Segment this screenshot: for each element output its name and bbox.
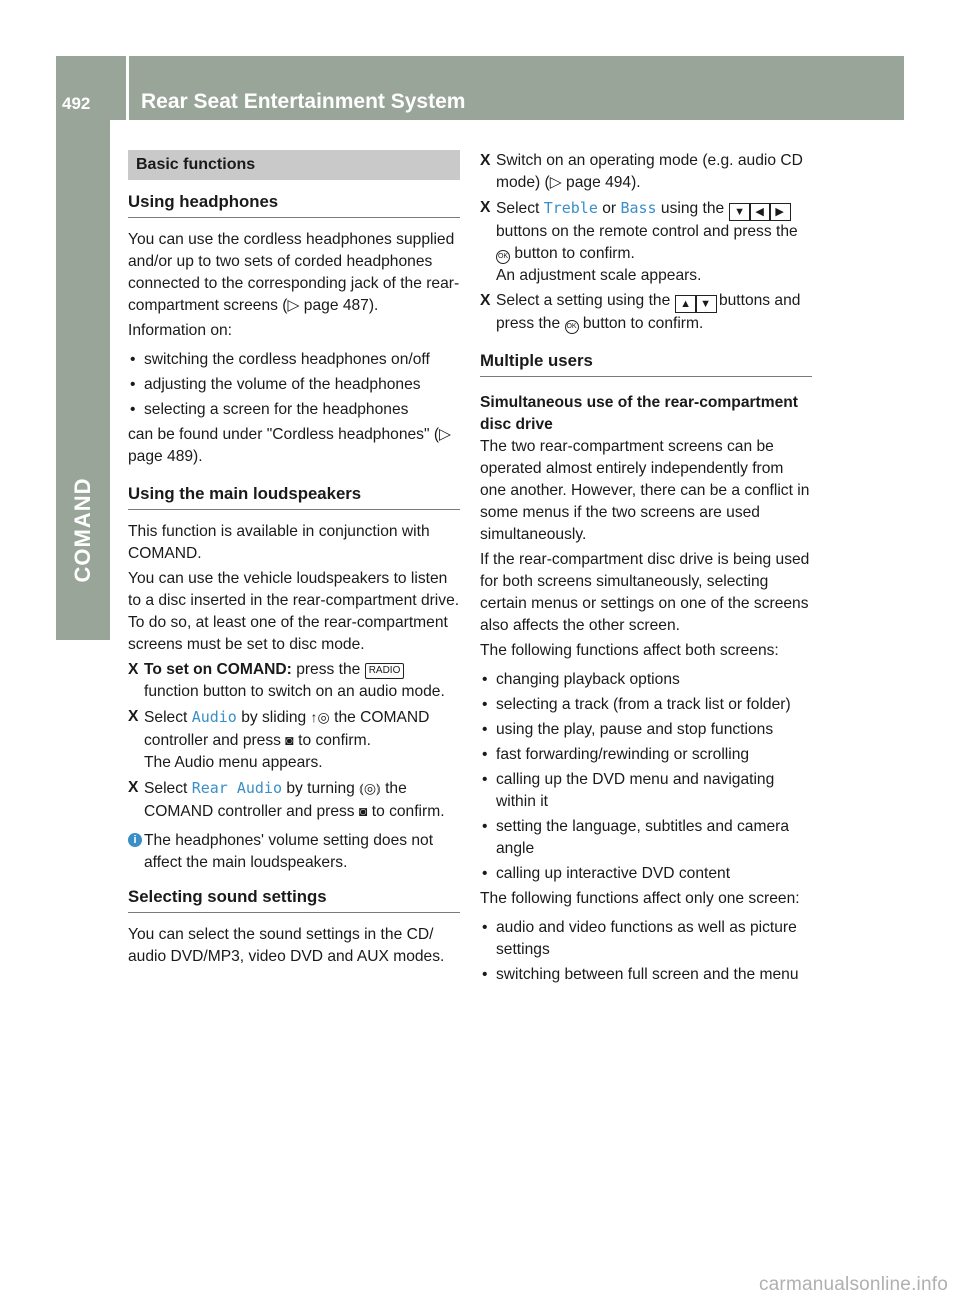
ok-button-icon: OK <box>565 320 579 334</box>
paragraph: You can use the vehicle loudspeakers to listen to a disc inserted in the rear-compartment drive. To do so, at least one of the rear-compartment screens must be set to disc mode. <box>128 570 460 653</box>
list-item: • changing playback options <box>480 669 812 691</box>
list-item: • using the play, pause and stop functions <box>480 719 812 741</box>
page-number: 492 <box>62 94 91 113</box>
list-item: • fast forwarding/rewinding or scrolling <box>480 744 812 766</box>
info-icon: i <box>128 833 142 847</box>
info-note: i The headphones' volume setting does not affect the main loudspeakers. <box>128 830 460 874</box>
turn-controller-icon: ⦅◎⦆ <box>359 780 381 796</box>
heading-using-headphones: Using headphones <box>128 190 460 218</box>
paragraph: You can select the sound settings in the CD/ audio DVD/MP3, video DVD and AUX modes. <box>128 926 445 965</box>
press-controller-icon: ◙ <box>285 732 294 748</box>
paragraph: can be found under "Cordless headphones" (▷ page 489). <box>128 426 452 465</box>
page-title: Rear Seat Entertainment System <box>141 90 466 113</box>
watermark: carmanualsonline.info <box>758 1274 948 1295</box>
list-item: • switching the cordless headphones on/off <box>128 349 460 371</box>
list-item: • calling up the DVD menu and navigating within it <box>480 769 812 813</box>
paragraph: If the rear-compartment disc drive is being used for both screens simultaneously, selecting certain menus or settings on one of the screens also affects the other screen. <box>480 551 810 634</box>
step-arrow-icon: X <box>128 779 139 796</box>
section-band: Basic functions <box>128 150 460 180</box>
subheading-simultaneous-use: Simultaneous use of the rear-compartment disc drive <box>480 394 799 433</box>
list-item: • switching between full screen and the menu <box>480 964 812 986</box>
down-key-icon: ▼ <box>729 203 751 221</box>
left-column <box>128 150 460 971</box>
slide-controller-icon: ↑◎ <box>310 709 330 725</box>
instruction-step: X Select a setting using the ▲ ▼ buttons and press the OK button to confirm. <box>480 292 801 332</box>
step-arrow-icon: X <box>480 199 491 216</box>
step-arrow-icon: X <box>128 708 139 725</box>
paragraph: You can use the cordless headphones supplied and/or up to two sets of corded headphones connected to the corresponding jack of the rear-compartment screens (▷ page 487). <box>128 231 460 314</box>
heading-multiple-users: Multiple users <box>480 349 812 377</box>
side-tab-label: COMAND <box>70 477 95 583</box>
paragraph: This function is available in conjunction with COMAND. <box>128 523 430 562</box>
step-arrow-icon: X <box>128 661 139 678</box>
heading-sound-settings: Selecting sound settings <box>128 885 460 913</box>
left-key-icon: ◀ <box>749 203 771 221</box>
paragraph: The two rear-compartment screens can be operated almost entirely independently from one another. However, there can be a conflict in some menus if the two screens are used simultaneously. <box>480 438 810 543</box>
up-key-icon: ▲ <box>675 295 697 313</box>
step-arrow-icon: X <box>480 292 491 309</box>
step-arrow-icon: X <box>480 152 491 169</box>
instruction-step: X Select Treble or Bass using the ▼ ◀ ▶ buttons on the remote control and press the OK button to confirm. An adjustment scale appears. <box>480 199 798 284</box>
instruction-step: X Select Rear Audio by turning ⦅◎⦆ the COMAND controller and press ◙ to confirm. <box>128 779 445 820</box>
paragraph: The following functions affect only one screen: <box>480 890 800 907</box>
list-item: • adjusting the volume of the headphones <box>128 374 460 396</box>
list-item: • audio and video functions as well as picture settings <box>480 917 812 961</box>
radio-key-icon: RADIO <box>365 663 405 679</box>
press-controller-icon: ◙ <box>358 803 368 819</box>
paragraph: Information on: <box>128 322 233 339</box>
heading-main-loudspeakers: Using the main loudspeakers <box>128 482 460 510</box>
list-item: • selecting a track (from a track list or folder) <box>480 694 812 716</box>
instruction-step: X Select Audio by sliding ↑◎ the COMAND controller and press ◙ to confirm. The Audio menu appears. <box>128 708 430 771</box>
header-separator <box>126 56 129 120</box>
right-column <box>480 150 812 989</box>
list-item: • calling up interactive DVD content <box>480 863 812 885</box>
instruction-step: X Switch on an operating mode (e.g. audio CD mode) (▷ page 494). <box>480 152 803 191</box>
right-key-icon: ▶ <box>769 203 791 221</box>
list-item: • selecting a screen for the headphones <box>128 399 460 421</box>
list-item: • setting the language, subtitles and camera angle <box>480 816 812 860</box>
paragraph: The following functions affect both screens: <box>480 642 779 659</box>
ok-button-icon: OK <box>496 250 510 264</box>
down-key-icon: ▼ <box>695 295 717 313</box>
instruction-step: X To set on COMAND: press the RADIO function button to switch on an audio mode. <box>128 661 445 700</box>
